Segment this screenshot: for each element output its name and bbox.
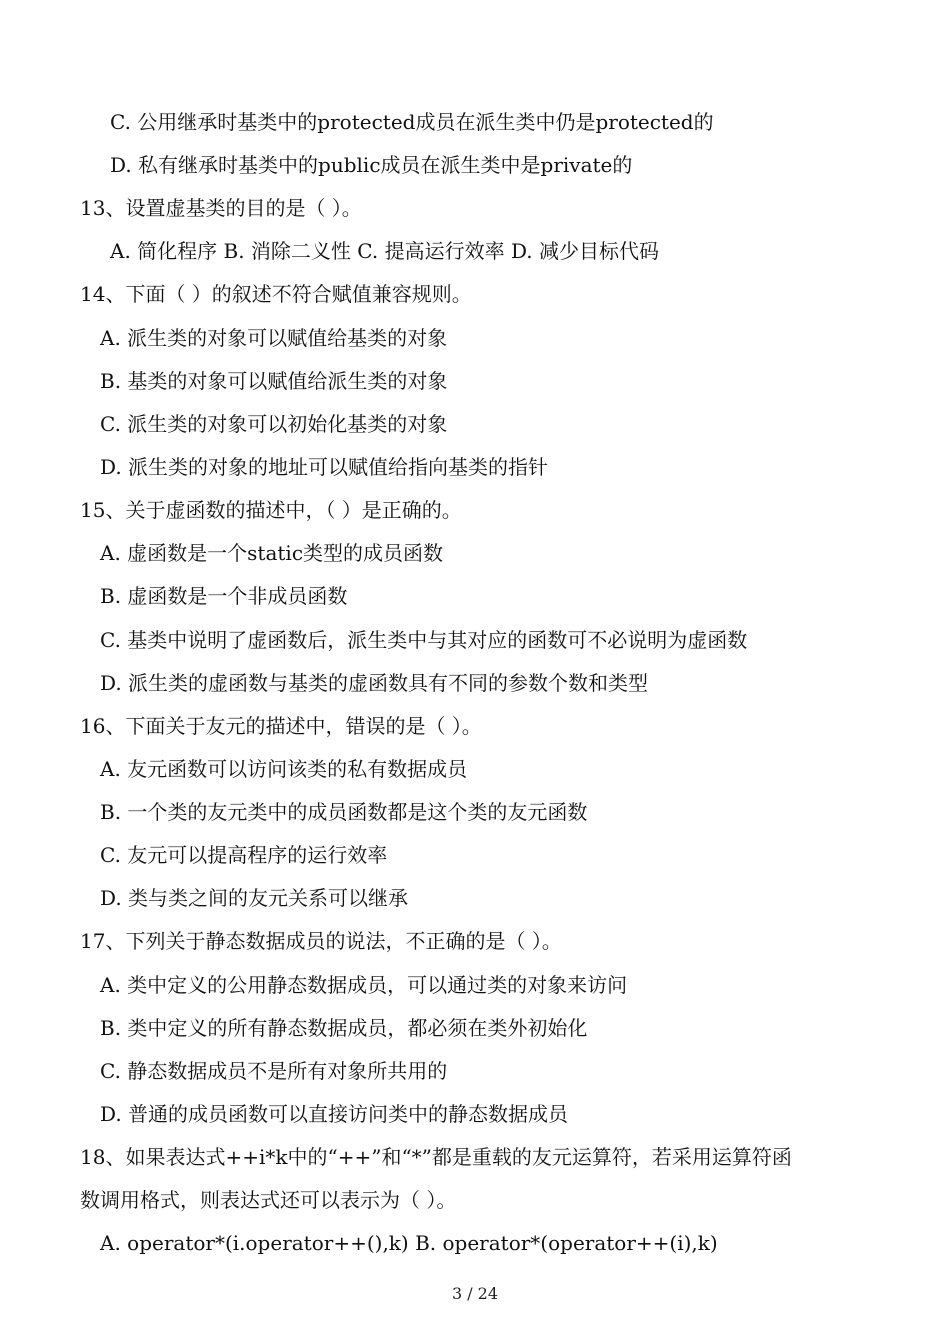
text-line: C. 静态数据成员不是所有对象所共用的 bbox=[100, 1059, 448, 1083]
text-line: A. 简化程序 B. 消除二义性 C. 提高运行效率 D. 减少目标代码 bbox=[110, 239, 659, 263]
text-line: 15、关于虚函数的描述中，（ ）是正确的。 bbox=[80, 498, 462, 522]
text-line: A. 友元函数可以访问该类的私有数据成员 bbox=[100, 757, 468, 781]
text-line: C. 基类中说明了虚函数后，派生类中与其对应的函数可不必说明为虚函数 bbox=[100, 628, 748, 652]
text-line: 14、下面（ ）的叙述不符合赋值兼容规则。 bbox=[80, 282, 472, 306]
text-line: 17、下列关于静态数据成员的说法，不正确的是（ ）。 bbox=[80, 929, 562, 953]
text-line: 18、如果表达式++i*k中的“++”和“*”都是重载的友元运算符，若采用运算符函 bbox=[80, 1145, 792, 1169]
text-line: B. 一个类的友元类中的成员函数都是这个类的友元函数 bbox=[100, 800, 588, 824]
text-line: D. 派生类的对象的地址可以赋值给指向基类的指针 bbox=[100, 455, 549, 479]
page-number: 3 / 24 bbox=[451, 1284, 499, 1303]
text-line: A. 派生类的对象可以赋值给基类的对象 bbox=[100, 326, 448, 350]
text-line: D. 普通的成员函数可以直接访问类中的静态数据成员 bbox=[100, 1102, 569, 1126]
text-line: B. 虚函数是一个非成员函数 bbox=[100, 584, 348, 608]
text-line: A. 虚函数是一个static类型的成员函数 bbox=[100, 541, 444, 565]
text-line: D. 派生类的虚函数与基类的虚函数具有不同的参数个数和类型 bbox=[100, 671, 649, 695]
text-line: D. 类与类之间的友元关系可以继承 bbox=[100, 886, 409, 910]
text-line: B. 基类的对象可以赋值给派生类的对象 bbox=[100, 369, 448, 393]
text-line: 13、设置虚基类的目的是（ ）。 bbox=[80, 196, 362, 220]
text-line: A. 类中定义的公用静态数据成员，可以通过类的对象来访问 bbox=[100, 973, 628, 997]
text-line: 数调用格式，则表达式还可以表示为（ ）。 bbox=[80, 1188, 457, 1212]
text-line: A. operator*(i.operator++(),k) B. operator*(operator++(i),k) bbox=[100, 1231, 718, 1255]
text-line: B. 类中定义的所有静态数据成员，都必须在类外初始化 bbox=[100, 1016, 588, 1040]
text-line: 16、下面关于友元的描述中，错误的是（ ）。 bbox=[80, 714, 482, 738]
text-line: D. 私有继承时基类中的public成员在派生类中是private的 bbox=[110, 153, 633, 177]
text-line: C. 友元可以提高程序的运行效率 bbox=[100, 843, 388, 867]
text-line: C. 派生类的对象可以初始化基类的对象 bbox=[100, 412, 448, 436]
text-line: C. 公用继承时基类中的protected成员在派生类中仍是protected的 bbox=[110, 110, 714, 134]
